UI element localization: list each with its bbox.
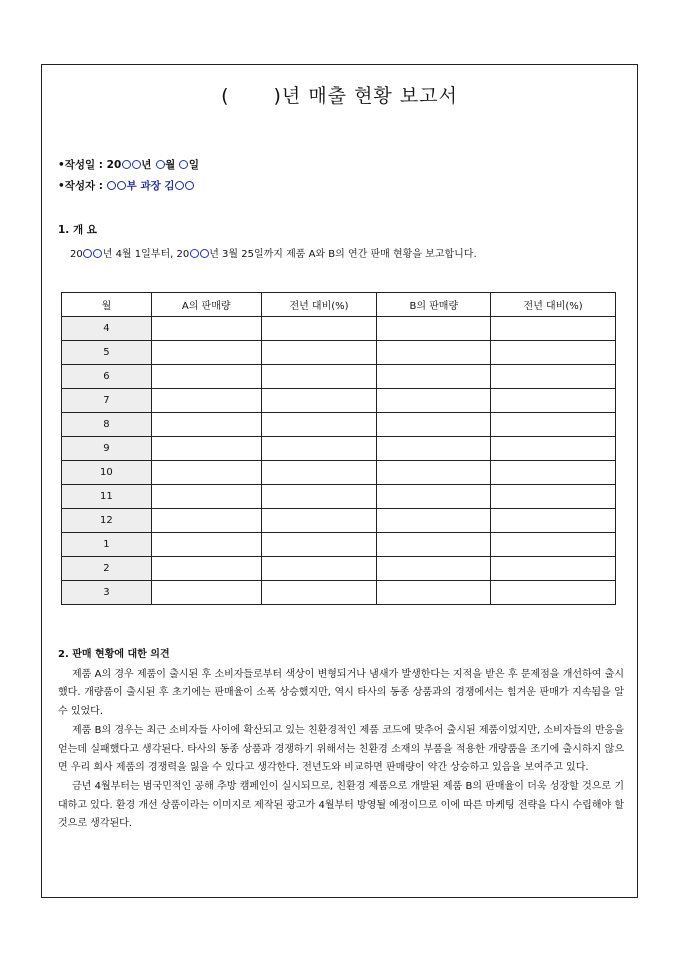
- day-placeholder-circle-icon: [179, 160, 188, 169]
- year-placeholder-circle-icon: [132, 160, 141, 169]
- month-cell: 7: [62, 389, 152, 413]
- b-yoy-cell[interactable]: [491, 317, 616, 341]
- b-yoy-cell[interactable]: [491, 437, 616, 461]
- a-yoy-cell[interactable]: [261, 341, 377, 365]
- month-placeholder-circle-icon: [156, 160, 165, 169]
- b-yoy-cell[interactable]: [491, 413, 616, 437]
- table-row: [62, 485, 616, 509]
- a-yoy-cell[interactable]: [261, 317, 377, 341]
- year-placeholder-circle-icon: [122, 160, 131, 169]
- summary-part: 20: [70, 249, 83, 260]
- table-row: [62, 581, 616, 605]
- opinion-section: [58, 646, 624, 834]
- b-yoy-cell[interactable]: [491, 341, 616, 365]
- month-cell: 3: [62, 581, 152, 605]
- b-sales-cell[interactable]: [377, 341, 491, 365]
- dept-placeholder-circle-icon: [107, 181, 116, 190]
- year-placeholder-circle-icon: [190, 249, 199, 258]
- header-b-yoy: 전년 대비(%): [491, 293, 616, 317]
- b-sales-cell[interactable]: [377, 557, 491, 581]
- opinion-paragraph-outlook: 금년 4월부터는 범국민적인 공해 추방 캠페인이 실시되므로, 친환경 제품으로 개발된 제품 B의 판매율이 더욱 성장할 것으로 기대하고 있다. 환경 개선 상품이라는 이미지로 제작된 광고가 4월부터 방영될 예정이므로 이에 따른 마케팅 전략을 다시 수립해야 할 것으로 생각된다.: [58, 780, 624, 830]
- author-label: •작성자 :: [58, 180, 107, 192]
- section-2-heading: 2. 판매 현황에 대한 의견: [58, 649, 170, 660]
- a-yoy-cell[interactable]: [261, 437, 377, 461]
- table-row: [62, 509, 616, 533]
- date-day-suffix: 일: [188, 159, 200, 171]
- a-sales-cell[interactable]: [151, 461, 261, 485]
- year-placeholder-circle-icon: [83, 249, 92, 258]
- date-label: •작성일 :: [58, 159, 107, 171]
- table-row: [62, 437, 616, 461]
- month-cell: 11: [62, 485, 152, 509]
- b-yoy-cell[interactable]: [491, 557, 616, 581]
- a-yoy-cell[interactable]: [261, 581, 377, 605]
- table-row: [62, 389, 616, 413]
- date-year-suffix: 년: [141, 159, 156, 171]
- a-yoy-cell[interactable]: [261, 557, 377, 581]
- a-sales-cell[interactable]: [151, 557, 261, 581]
- opinion-paragraph-a: 제품 A의 경우 제품이 출시된 후 소비자들로부터 색상이 변형되거나 냄새가 발생한다는 지적을 받은 후 문제점을 개선하여 출시했다. 개량품이 출시된 후 초기에는 판매율이 소폭 상승했지만, 역시 타사의 동종 상품과의 경쟁에서는 힘겨운 판매가 지속됨을 알 수 있었다.: [58, 668, 624, 718]
- month-cell: 1: [62, 533, 152, 557]
- header-a-sales: A의 판매량: [151, 293, 261, 317]
- month-cell: 6: [62, 365, 152, 389]
- a-sales-cell[interactable]: [151, 389, 261, 413]
- header-month: 월: [62, 293, 152, 317]
- a-sales-cell[interactable]: [151, 413, 261, 437]
- table-row: [62, 365, 616, 389]
- author-position: 부 과장 김: [126, 180, 175, 192]
- b-sales-cell[interactable]: [377, 533, 491, 557]
- a-sales-cell[interactable]: [151, 581, 261, 605]
- table-header-row: [62, 293, 616, 317]
- b-sales-cell[interactable]: [377, 389, 491, 413]
- a-yoy-cell[interactable]: [261, 461, 377, 485]
- month-cell: 4: [62, 317, 152, 341]
- a-yoy-cell[interactable]: [261, 413, 377, 437]
- a-sales-cell[interactable]: [151, 341, 261, 365]
- a-sales-cell[interactable]: [151, 437, 261, 461]
- month-cell: 12: [62, 509, 152, 533]
- a-sales-cell[interactable]: [151, 485, 261, 509]
- a-sales-cell[interactable]: [151, 533, 261, 557]
- a-yoy-cell[interactable]: [261, 533, 377, 557]
- a-sales-cell[interactable]: [151, 509, 261, 533]
- table-row: [62, 317, 616, 341]
- summary-part: 년 3월 25일까지 제품 A와 B의 연간 판매 현황을 보고합니다.: [209, 249, 477, 260]
- a-yoy-cell[interactable]: [261, 509, 377, 533]
- table-row: [62, 557, 616, 581]
- name-placeholder-circle-icon: [185, 181, 194, 190]
- table-row: [62, 341, 616, 365]
- month-cell: 2: [62, 557, 152, 581]
- author-line: [58, 178, 195, 193]
- b-sales-cell[interactable]: [377, 509, 491, 533]
- summary-text: [70, 245, 477, 260]
- date-year-prefix: 20: [106, 159, 122, 171]
- month-cell: 9: [62, 437, 152, 461]
- name-placeholder-circle-icon: [175, 181, 184, 190]
- month-cell: 10: [62, 461, 152, 485]
- b-yoy-cell[interactable]: [491, 365, 616, 389]
- opinion-paragraph-b: 제품 B의 경우는 최근 소비자들 사이에 확산되고 있는 친환경적인 제품 코드에 맞추어 출시된 제품이었지만, 소비자들의 반응을 얻는데 실패했다고 생각된다. 타사의 동종 상품과 경쟁하기 위해서는 친환경 소재의 부품을 적용한 개량품을 조기에 출시하지 않으면 우리 회사 제품의 경쟁력을 잃을 수 있다고 생각한다. 전년도와 비교하면 판매량이 약간 상승하고 있음을 보여주고 있다.: [58, 724, 624, 774]
- header-b-sales: B의 판매량: [377, 293, 491, 317]
- b-yoy-cell[interactable]: [491, 581, 616, 605]
- b-yoy-cell[interactable]: [491, 461, 616, 485]
- dept-placeholder-circle-icon: [117, 181, 126, 190]
- year-placeholder-circle-icon: [93, 249, 102, 258]
- table-row: [62, 533, 616, 557]
- month-cell: 5: [62, 341, 152, 365]
- summary-part: 년 4월 1일부터, 20: [102, 249, 190, 260]
- sales-table: [61, 292, 616, 605]
- b-sales-cell[interactable]: [377, 317, 491, 341]
- table-row: [62, 413, 616, 437]
- b-sales-cell[interactable]: [377, 485, 491, 509]
- header-a-yoy: 전년 대비(%): [261, 293, 377, 317]
- title-text: )년 매출 현황 보고서: [273, 85, 458, 107]
- b-sales-cell[interactable]: [377, 581, 491, 605]
- a-yoy-cell[interactable]: [261, 485, 377, 509]
- a-sales-cell[interactable]: [151, 365, 261, 389]
- b-sales-cell[interactable]: [377, 365, 491, 389]
- date-month-suffix: 월: [165, 159, 179, 171]
- b-yoy-cell[interactable]: [491, 485, 616, 509]
- a-sales-cell[interactable]: [151, 317, 261, 341]
- b-yoy-cell[interactable]: [491, 533, 616, 557]
- section-1-heading: 1. 개 요: [58, 224, 97, 236]
- b-sales-cell[interactable]: [377, 437, 491, 461]
- year-placeholder-circle-icon: [200, 249, 209, 258]
- b-sales-cell[interactable]: [377, 413, 491, 437]
- b-yoy-cell[interactable]: [491, 509, 616, 533]
- a-yoy-cell[interactable]: [261, 389, 377, 413]
- report-page: [41, 64, 638, 898]
- b-sales-cell[interactable]: [377, 461, 491, 485]
- table-row: [62, 461, 616, 485]
- a-yoy-cell[interactable]: [261, 365, 377, 389]
- report-title: [42, 81, 637, 108]
- month-cell: 8: [62, 413, 152, 437]
- date-line: [58, 157, 199, 172]
- b-yoy-cell[interactable]: [491, 389, 616, 413]
- title-open-paren: (: [221, 85, 230, 107]
